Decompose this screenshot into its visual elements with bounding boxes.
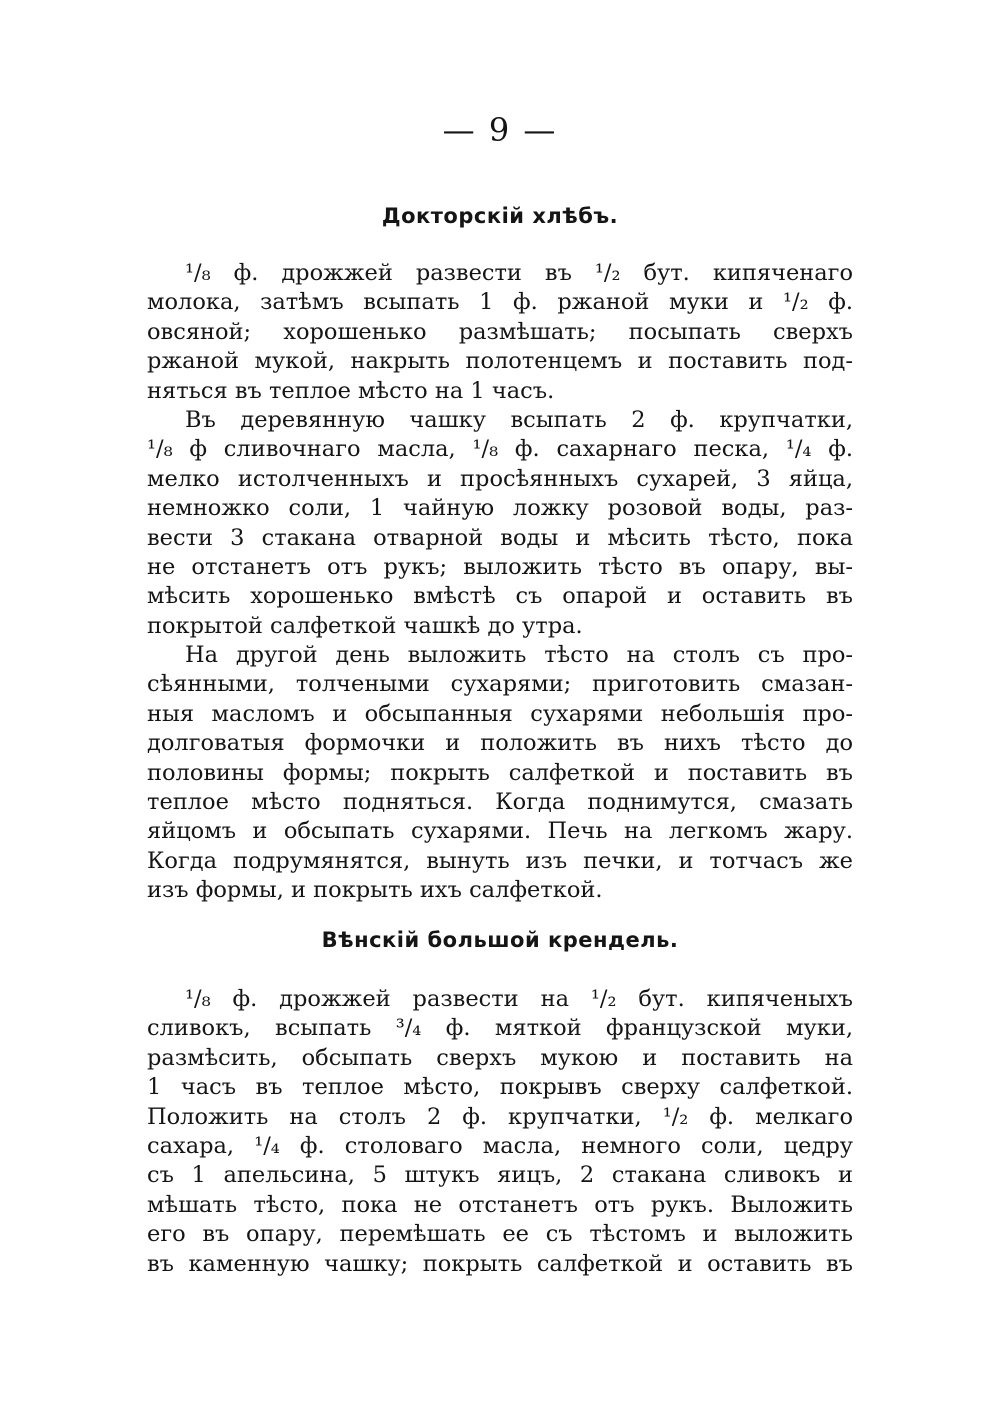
text-line: съ 1 апельсина, 5 штукъ яицъ, 2 стакана сливокъ и — [147, 1162, 853, 1189]
text-line: ныя масломъ и обсыпанныя сухарями небольшія про- — [147, 700, 853, 727]
recipe-title-vienna-pretzel: Вѣнскій большой крендель. — [321, 928, 679, 952]
text-line: яйцомъ и обсыпать сухарями. Печь на легкомъ жару. — [147, 818, 853, 845]
text-line: не отстанетъ отъ рукъ; выложить тѣсто въ опару, вы- — [147, 553, 853, 580]
text-line: изъ формы, и покрыть ихъ салфеткой. — [147, 877, 603, 904]
text-line: мелко истолченныхъ и просѣянныхъ сухарей, 3 яйца, — [147, 465, 853, 492]
text-line: мѣшать тѣсто, пока не отстанетъ отъ рукъ. Выложить — [147, 1191, 853, 1218]
text-line: мѣсить хорошенько вмѣстѣ съ опарой и оставить въ — [147, 583, 853, 610]
text-line: Въ деревянную чашку всыпать 2 ф. крупчатки, — [185, 406, 853, 433]
text-line: сѣянными, толчеными сухарями; приготовить смазан- — [147, 671, 853, 698]
text-line: ¹/₈ ф. дрожжей развести въ ¹/₂ бут. кипяченаго — [185, 260, 853, 286]
recipe-body-doctors-bread — [147, 259, 853, 906]
text-line: покрытой салфеткой чашкѣ до утра. — [147, 612, 583, 639]
text-line: овсяной; хорошенько размѣшать; посыпать сверхъ — [147, 318, 853, 345]
text-line: няться въ теплое мѣсто на 1 часъ. — [147, 377, 555, 404]
text-line: ¹/₈ ф сливочнаго масла, ¹/₈ ф. сахарнаго песка, ¹/₄ ф. — [147, 436, 853, 463]
text-line: половины формы; покрыть салфеткой и поставить въ — [147, 759, 853, 786]
text-line: ржаной мукой, накрыть полотенцемъ и поставить под- — [147, 348, 853, 375]
text-line: Когда подрумянятся, вынуть изъ печки, и тотчасъ же — [147, 847, 853, 874]
page-number: — 9 — — [442, 111, 558, 149]
recipe-title-doctors-bread: Докторскій хлѣбъ. — [381, 204, 619, 228]
text-line: На другой день выложить тѣсто на столъ съ про- — [185, 642, 853, 669]
text-line: сливокъ, всыпать ³/₄ ф. мяткой французской муки, — [147, 1015, 853, 1042]
text-line: молока, затѣмъ всыпать 1 ф. ржаной муки и ¹/₂ ф. — [147, 289, 853, 316]
text-line: 1 часъ въ теплое мѣсто, покрывъ сверху салфеткой. — [147, 1074, 853, 1101]
text-line: теплое мѣсто подняться. Когда поднимутся, смазать — [147, 789, 853, 816]
recipe-body-vienna-pretzel — [147, 985, 853, 1279]
text-line: долговатыя формочки и положить въ нихъ тѣсто до — [147, 730, 853, 757]
text-line: немножко соли, 1 чайную ложку розовой воды, раз- — [147, 495, 853, 522]
text-line: вести 3 стакана отварной воды и мѣсить тѣсто, пока — [147, 524, 853, 551]
text-line: размѣсить, обсыпать сверхъ мукою и поставить на — [147, 1044, 853, 1071]
text-line: ¹/₈ ф. дрожжей развести на ¹/₂ бут. кипяченыхъ — [185, 986, 853, 1012]
text-line: его въ опару, перемѣшать ее съ тѣстомъ и выложить — [147, 1221, 853, 1248]
text-line: въ каменную чашку; покрыть салфеткой и оставить въ — [147, 1250, 853, 1277]
text-line: Положить на столъ 2 ф. крупчатки, ¹/₂ ф. мелкаго — [147, 1103, 853, 1130]
text-line: сахара, ¹/₄ ф. столоваго масла, немного соли, цедру — [147, 1132, 853, 1159]
